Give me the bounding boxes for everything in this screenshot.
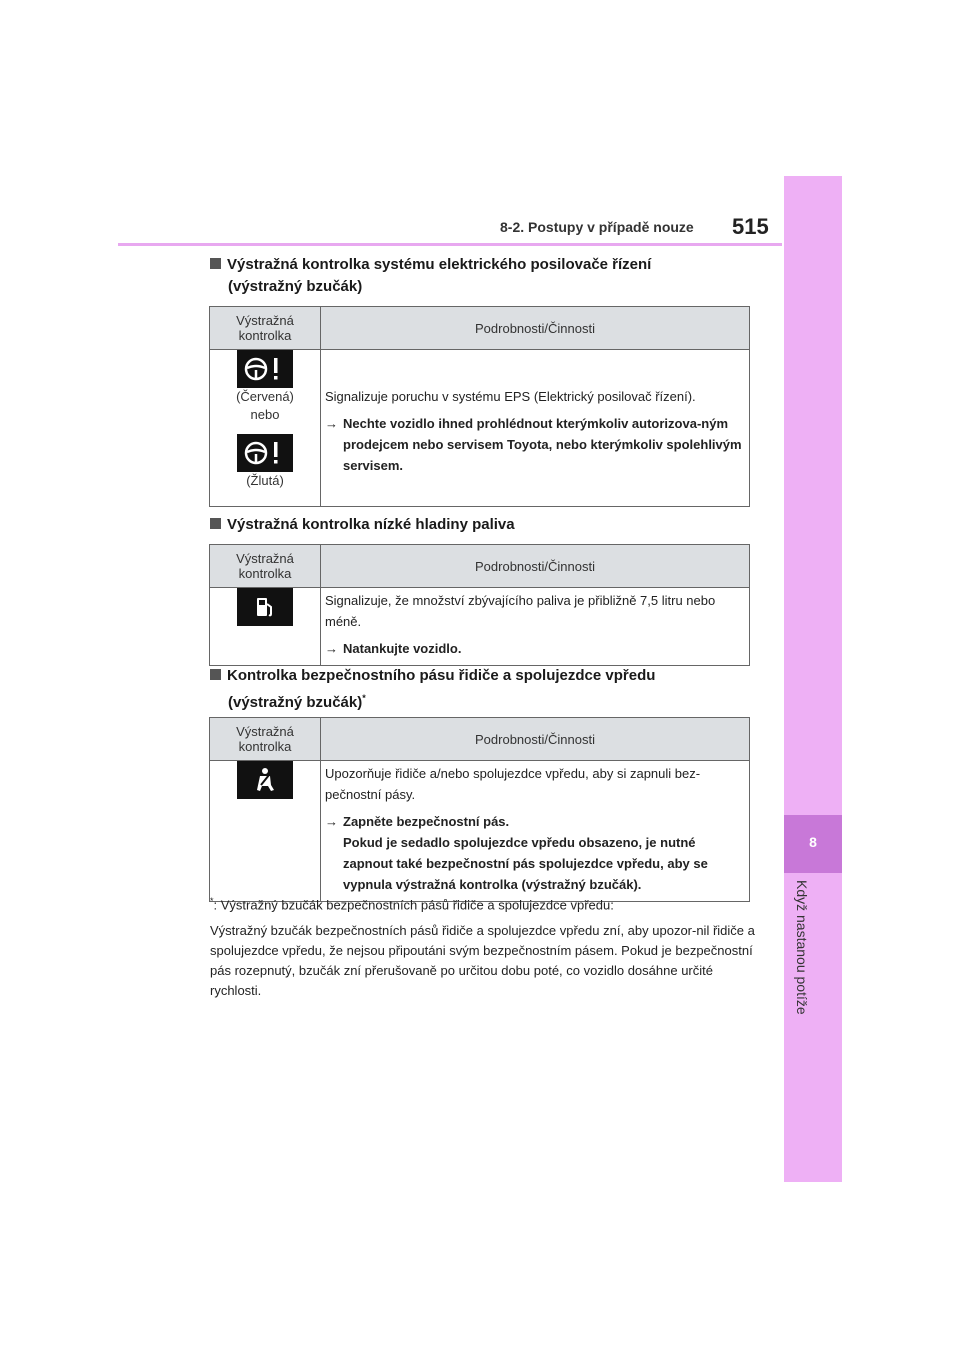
side-tab-label: Když nastanou potíže bbox=[794, 880, 810, 1015]
header-section: 8-2. Postupy v případě nouze bbox=[500, 219, 694, 235]
seatbelt-icon bbox=[237, 761, 293, 799]
fuel-pump-icon bbox=[237, 588, 293, 626]
footnote-mark: * bbox=[362, 693, 366, 703]
section-heading bbox=[210, 514, 515, 536]
col-header: Výstražná kontrolka bbox=[210, 718, 321, 761]
heading-text: Výstražná kontrolka nízké hladiny paliva bbox=[227, 516, 515, 533]
footnote bbox=[210, 896, 614, 912]
description: Signalizuje, že množství zbývajícího paliva je přibližně 7,5 litru nebo méně. bbox=[325, 593, 716, 629]
icon-cell bbox=[210, 350, 321, 507]
page-number: 515 bbox=[732, 214, 769, 239]
bullet-square-icon bbox=[210, 669, 221, 680]
arrow-icon: → bbox=[325, 641, 338, 656]
warning-table bbox=[209, 717, 750, 902]
col-header: Podrobnosti/Činnosti bbox=[321, 718, 750, 761]
col-header: Podrobnosti/Činnosti bbox=[321, 545, 750, 588]
warning-table bbox=[209, 544, 750, 666]
body-paragraph: Výstražný bzučák bezpečnostních pásů řidiče a spolujezdce vpředu zní, aby upozor-nil řidiče a spolujezdce vpředu, že nejsou připoutáni svým bezpečnostním pásem. Pokud je bezpečnostní pás rozepnutý, bzučák zní přerušovaně po určitou dobu poté, co vozidlo dosáhne určité rychlosti. bbox=[210, 923, 755, 998]
icon-label: (Červená) bbox=[236, 389, 294, 404]
icon-cell bbox=[210, 761, 321, 902]
footnote-text: : Výstražný bzučák bezpečnostních pásů řidiče a spolujezdce vpředu: bbox=[213, 897, 614, 913]
heading-text-line2: (výstražný bzučák) bbox=[228, 278, 363, 295]
icon-or: nebo bbox=[250, 407, 280, 422]
bullet-square-icon bbox=[210, 518, 221, 529]
desc-cell bbox=[321, 588, 750, 666]
col-header: Výstražná kontrolka bbox=[210, 307, 321, 350]
section-heading bbox=[210, 665, 655, 714]
icon-cell bbox=[210, 588, 321, 666]
header-rule bbox=[118, 243, 782, 246]
col-header: Podrobnosti/Činnosti bbox=[321, 307, 750, 350]
section-heading bbox=[210, 254, 651, 298]
action-text: Zapněte bezpečnostní pás. bbox=[343, 814, 510, 829]
heading-text-line2: (výstražný bzučák) bbox=[228, 694, 363, 711]
footnote-mark: * bbox=[210, 896, 214, 906]
warning-table bbox=[209, 306, 750, 507]
action-text: Nechte vozidlo ihned prohlédnout kterýmkoliv autorizova-ným prodejcem nebo servisem Toyota, nebo kterýmkoliv spolehlivým servisem. bbox=[343, 416, 742, 473]
desc-cell bbox=[321, 350, 750, 507]
desc-cell bbox=[321, 761, 750, 902]
action-note: Pokud je sedadlo spolujezdce vpředu obsazeno, je nutné zapnout také bezpečnostní pás spolujezdce vpředu, aby se vypnula výstražná kontrolka (výstražný bzučák). bbox=[343, 835, 708, 892]
bullet-square-icon bbox=[210, 258, 221, 269]
steering-warning-icon bbox=[237, 350, 293, 388]
side-tab-number: 8 bbox=[809, 834, 817, 850]
arrow-icon: → bbox=[325, 416, 338, 431]
side-tab bbox=[784, 176, 842, 1182]
steering-warning-icon bbox=[237, 434, 293, 472]
action-text: Natankujte vozidlo. bbox=[343, 641, 462, 656]
arrow-icon: → bbox=[325, 814, 338, 829]
col-header: Výstražná kontrolka bbox=[210, 545, 321, 588]
description: Signalizuje poruchu v systému EPS (Elektrický posilovač řízení). bbox=[325, 389, 696, 404]
heading-text: Výstražná kontrolka systému elektrického posilovače řízení bbox=[227, 256, 652, 273]
description: Upozorňuje řidiče a/nebo spolujezdce vpředu, aby si zapnuli bez-pečnostní pásy. bbox=[325, 766, 701, 802]
heading-text: Kontrolka bezpečnostního pásu řidiče a spolujezdce vpředu bbox=[227, 667, 656, 684]
icon-label: (Žlutá) bbox=[246, 473, 284, 488]
